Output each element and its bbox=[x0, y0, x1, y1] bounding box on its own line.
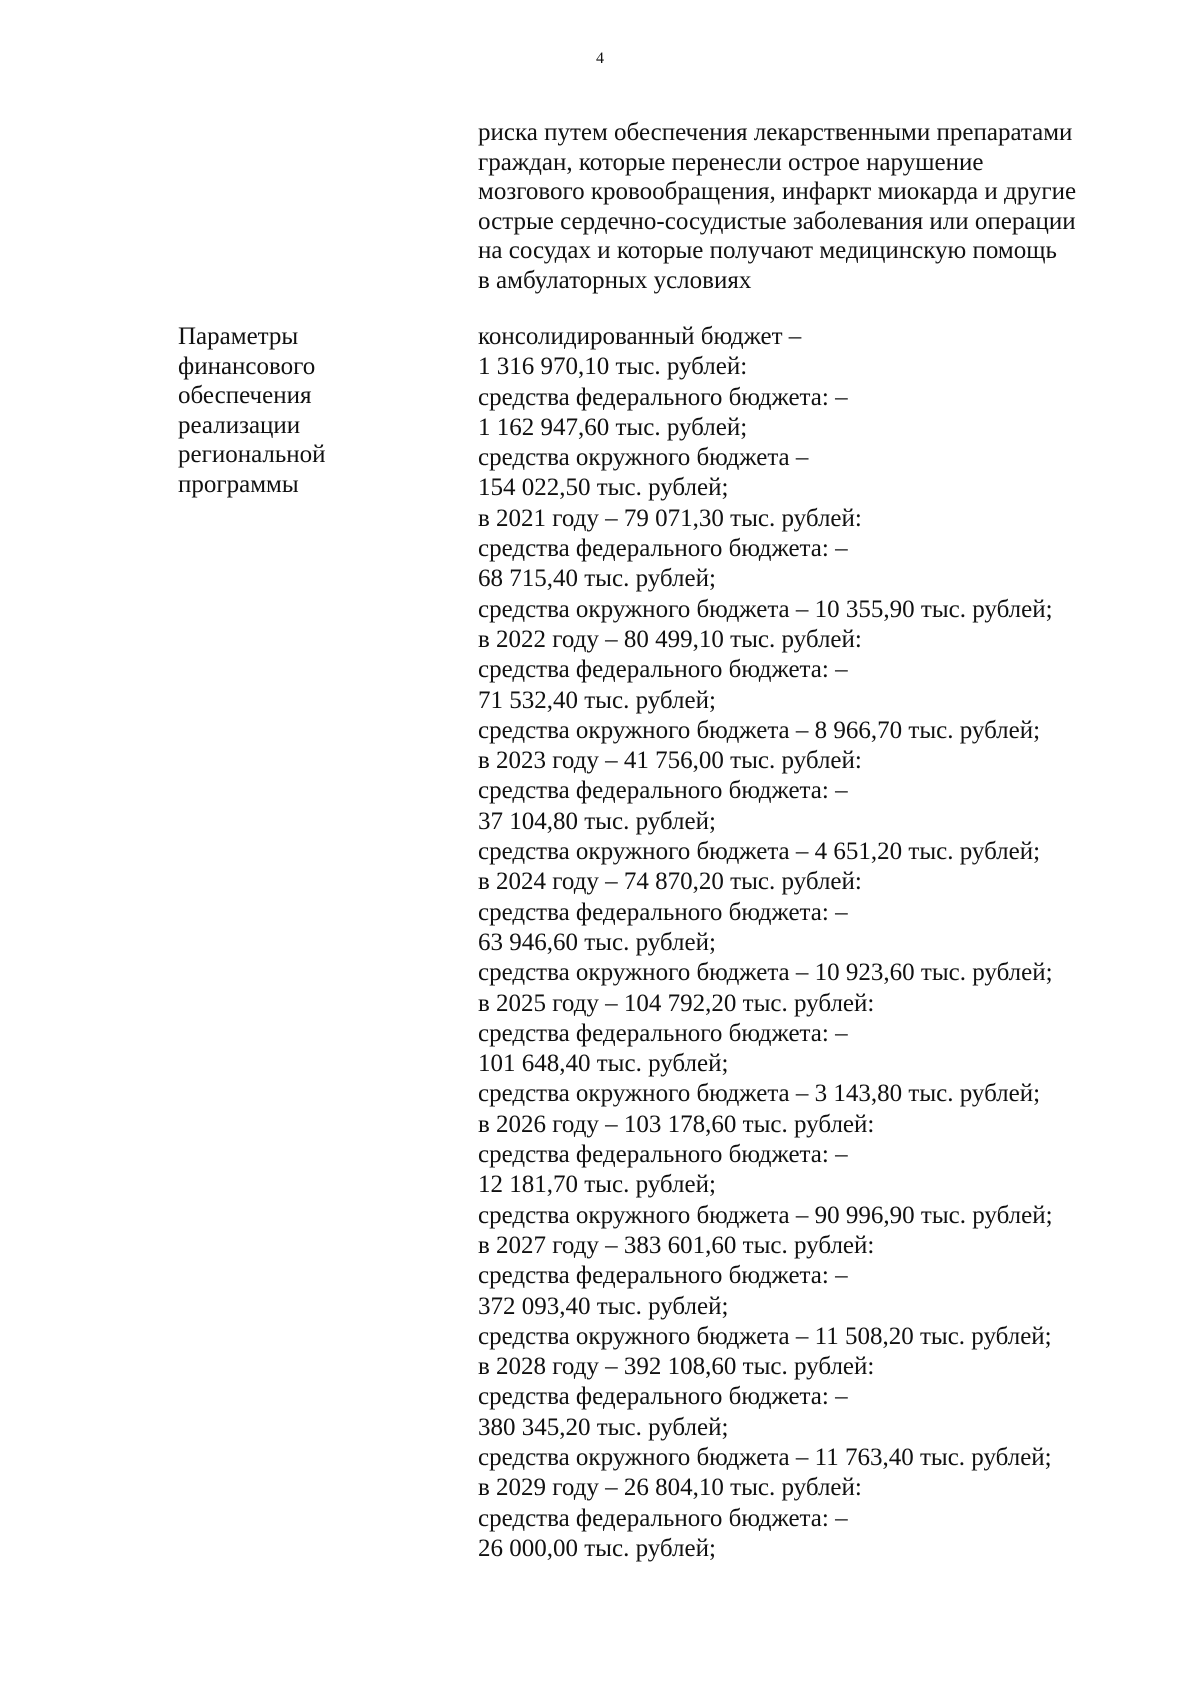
text-line: 154 022,50 тыс. рублей; bbox=[478, 474, 729, 502]
text-line: мозгового кровообращения, инфаркт миокарда и другие bbox=[478, 178, 1077, 206]
text-line: средства окружного бюджета – 4 651,20 тыс. рублей; bbox=[478, 838, 1041, 866]
text-line: 63 946,60 тыс. рублей; bbox=[478, 928, 716, 956]
text-line: в 2025 году – 104 792,20 тыс. рублей: bbox=[478, 989, 875, 1017]
text-line: средства федерального бюджета: – bbox=[478, 535, 848, 563]
text-line: в 2028 году – 392 108,60 тыс. рублей: bbox=[478, 1353, 875, 1381]
text-line: средства окружного бюджета – 10 923,60 тыс. рублей; bbox=[478, 959, 1053, 987]
text-line: в 2021 году – 79 071,30 тыс. рублей: bbox=[478, 504, 862, 532]
text-line: 37 104,80 тыс. рублей; bbox=[478, 807, 716, 835]
text-line: консолидированный бюджет – bbox=[478, 323, 802, 350]
text-line: 68 715,40 тыс. рублей; bbox=[478, 565, 716, 593]
program-goal-continuation bbox=[478, 118, 1118, 296]
text-line: средства окружного бюджета – 11 508,20 тыс. рублей; bbox=[478, 1322, 1052, 1350]
text-line: в амбулаторных условиях bbox=[478, 266, 752, 294]
text-line: в 2026 году – 103 178,60 тыс. рублей: bbox=[478, 1110, 875, 1138]
text-line: средства окружного бюджета – 10 355,90 тыс. рублей; bbox=[478, 595, 1053, 623]
financing-parameters-label bbox=[178, 322, 378, 500]
page-number: 4 bbox=[596, 50, 604, 67]
text-line: риска путем обеспечения лекарственными препаратами bbox=[478, 119, 1073, 146]
text-line: средства федерального бюджета: – bbox=[478, 898, 848, 926]
text-line: обеспечения bbox=[178, 382, 312, 410]
text-line: в 2027 году – 383 601,60 тыс. рублей: bbox=[478, 1231, 875, 1259]
text-line: в 2023 году – 41 756,00 тыс. рублей: bbox=[478, 747, 862, 775]
text-line: средства окружного бюджета – 90 996,90 тыс. рублей; bbox=[478, 1201, 1053, 1229]
text-line: средства федерального бюджета: – bbox=[478, 1019, 848, 1047]
text-line: в 2029 году – 26 804,10 тыс. рублей: bbox=[478, 1474, 862, 1502]
text-line: реализации bbox=[178, 411, 301, 439]
text-line: на сосудах и которые получают медицинскую помощь bbox=[478, 237, 1057, 265]
text-line: Параметры bbox=[178, 323, 299, 350]
text-line: программы bbox=[178, 470, 299, 498]
text-line: 12 181,70 тыс. рублей; bbox=[478, 1171, 716, 1199]
text-line: граждан, которые перенесли острое нарушение bbox=[478, 148, 984, 176]
text-line: региональной bbox=[178, 441, 326, 469]
text-line: 1 316 970,10 тыс. рублей: bbox=[478, 353, 748, 381]
text-line: острые сердечно-сосудистые заболевания или операции bbox=[478, 207, 1076, 235]
text-line: средства федерального бюджета: – bbox=[478, 383, 848, 411]
text-line: средства федерального бюджета: – bbox=[478, 1383, 848, 1411]
text-line: средства окружного бюджета – 11 763,40 тыс. рублей; bbox=[478, 1443, 1052, 1471]
text-line: средства федерального бюджета: – bbox=[478, 656, 848, 684]
text-line: финансового bbox=[178, 352, 316, 380]
text-line: средства федерального бюджета: – bbox=[478, 1504, 848, 1532]
financing-parameters-details bbox=[478, 322, 1138, 1564]
text-line: в 2024 году – 74 870,20 тыс. рублей: bbox=[478, 868, 862, 896]
text-line: средства федерального бюджета: – bbox=[478, 777, 848, 805]
text-line: в 2022 году – 80 499,10 тыс. рублей: bbox=[478, 625, 862, 653]
text-line: 372 093,40 тыс. рублей; bbox=[478, 1292, 729, 1320]
text-line: 71 532,40 тыс. рублей; bbox=[478, 686, 716, 714]
text-line: средства окружного бюджета – 3 143,80 тыс. рублей; bbox=[478, 1080, 1041, 1108]
text-line: 1 162 947,60 тыс. рублей; bbox=[478, 413, 748, 441]
text-line: средства федерального бюджета: – bbox=[478, 1262, 848, 1290]
text-line: 26 000,00 тыс. рублей; bbox=[478, 1534, 716, 1562]
text-line: средства федерального бюджета: – bbox=[478, 1141, 848, 1169]
text-line: средства окружного бюджета – 8 966,70 тыс. рублей; bbox=[478, 716, 1041, 744]
text-line: 380 345,20 тыс. рублей; bbox=[478, 1413, 729, 1441]
text-line: 101 648,40 тыс. рублей; bbox=[478, 1050, 729, 1078]
text-line: средства окружного бюджета – bbox=[478, 444, 809, 472]
